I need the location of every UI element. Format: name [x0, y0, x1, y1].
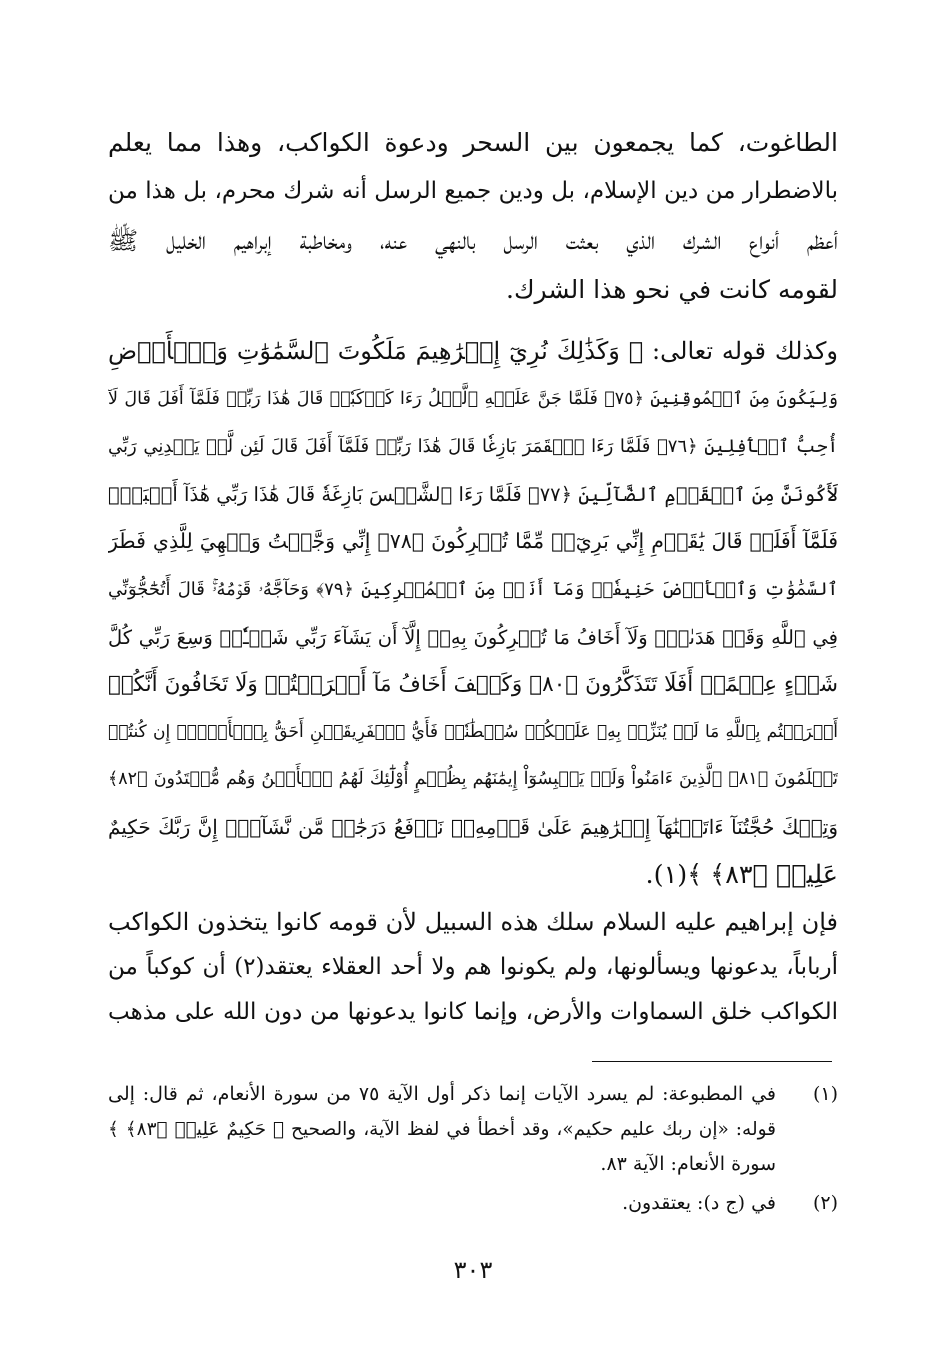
quran-line: ٱلسَّمَٰوَٰتِ وَٱلۡأَرۡضَ حَنِيفٗاۖ وَمَآ أَنَا۠ مِنَ ٱلۡمُشۡرِكِينَ ﴿٧٩﴾ وَحَآجَّهُۥ قَوۡمُهُۥۚ قَالَ أَتُحَٰٓجُّوٓنِّي	[108, 578, 838, 600]
quran-line: عَلِيمٞ ﴿٨٣﴾ ﴾(١).	[645, 859, 838, 890]
quran-line: لَأَكُونَنَّ مِنَ ٱلۡقَوۡمِ ٱلضَّآلِّينَ ﴿٧٧﴾ فَلَمَّا رَءَا ٱلشَّمۡسَ بَازِغَةٗ قَالَ هَٰذَا رَبِّي هَٰذَآ أَكۡبَرُۖ	[108, 482, 838, 506]
quran-line: وكذلك قوله تعالى: ﴿ وَكَذَٰلِكَ نُرِيٓ إِبۡرَٰهِيمَ مَلَكُوتَ ٱلسَّمَٰوَٰتِ وَٱلۡأَرۡضِ	[108, 337, 838, 365]
page-number: ٣٠٣	[453, 1256, 493, 1284]
text-line: لقومه كانت في نحو هذا الشرك.	[506, 275, 838, 304]
text-line: بالاضطرار من دين الإسلام، بل ودين جميع الرسل أنه شرك محرم، بل هذا من	[108, 178, 838, 204]
quran-line: وَتِلۡكَ حُجَّتُنَآ ءَاتَيۡنَٰهَآ إِبۡرَٰهِيمَ عَلَىٰ قَوۡمِهِۦۚ نَرۡفَعُ دَرَجَٰتٖ مَّن نَّشَآءُۗ إِنَّ رَبَّكَ حَكِيمٌ	[108, 814, 838, 839]
quran-line: تَعۡلَمُونَ ﴿٨١﴾ ٱلَّذِينَ ءَامَنُواْ وَلَمۡ يَلۡبِسُوٓاْ إِيمَٰنَهُم بِظُلۡمٍ أُوْلَٰٓئِكَ لَهُمُ ٱلۡأَمۡنُ وَهُم مُّهۡتَدُونَ ﴿٨٢﴾	[108, 769, 838, 790]
paragraph-ibrahim-explanation	[108, 900, 838, 1035]
footnote-line: في المطبوعة: لم يسرد الآيات إنما ذكر أول الآية ٧٥ من سورة الأنعام، ثم قال: إلى	[108, 1083, 776, 1105]
quran-line: وَلِيَكُونَ مِنَ ٱلۡمُوقِنِينَ ﴿٧٥﴾ فَلَمَّا جَنَّ عَلَيۡهِ ٱلَّيۡلُ رَءَا كَوۡكَبٗاۖ قَالَ هَٰذَا رَبِّيۖ فَلَمَّآ أَفَلَ قَالَ لَآ	[108, 388, 838, 409]
footnote-1	[108, 1077, 838, 1182]
quran-line: أُحِبُّ ٱلۡأٓفِلِينَ ﴿٧٦﴾ فَلَمَّا رَءَا ٱلۡقَمَرَ بَازِغٗا قَالَ هَٰذَا رَبِّيۖ فَلَمَّآ أَفَلَ قَالَ لَئِن لَّمۡ يَهۡدِنِي رَبِّي	[108, 436, 838, 458]
footnote-line: في (ج د): يعتقدون.	[622, 1192, 776, 1214]
quran-line: شَيۡءٍ عِلۡمًاۚ أَفَلَا تَتَذَكَّرُونَ ﴿٨٠﴾ وَكَيۡفَ أَخَافُ مَآ أَشۡرَكۡتُمۡ وَلَا تَخَافُونَ أَنَّكُمۡ	[108, 672, 838, 698]
text-line: أرباباً، يدعونها ويسألونها، ولم يكونوا هم ولا أحد العقلاء يعتقد(٢) أن كوكباً من	[108, 954, 838, 980]
footnote-line: قوله: «إن ربك عليم حكيم»، وقد أخطأ في لفظ الآية، والصحيح ﴿ حَكِيمٌ عَلِيمٞ ﴿٨٣﴾ ﴾	[108, 1119, 776, 1140]
footnote-marker: (٢)	[812, 1192, 838, 1214]
text-line: أعظم أنواع الشرك الذي بعثت الرسل بالنهي عنه، ومخاطبة إبراهيم الخليل ﷺ	[108, 226, 838, 255]
footnote-line: سورة الأنعام: الآية ٨٣.	[600, 1153, 776, 1175]
text-line: فإن إبراهيم عليه السلام سلك هذه السبيل لأن قومه كانوا يتخذون الكواكب	[108, 908, 838, 936]
quran-line: فَلَمَّآ أَفَلَتۡ قَالَ يَٰقَوۡمِ إِنِّي بَرِيٓءٞ مِّمَّا تُشۡرِكُونَ ﴿٧٨﴾ إِنِّي وَجَّهۡتُ وَجۡهِيَ لِلَّذِي فَطَرَ	[108, 529, 838, 554]
footnote-separator	[592, 1061, 832, 1062]
footnote-2	[108, 1186, 838, 1221]
quran-line: أَشۡرَكۡتُم بِٱللَّهِ مَا لَمۡ يُنَزِّلۡ بِهِۦ عَلَيۡكُمۡ سُلۡطَٰنٗاۚ فَأَيُّ ٱلۡفَرِيقَيۡنِ أَحَقُّ بِٱلۡأَمۡنِۖ إِن كُنتُمۡ	[108, 721, 838, 742]
footnote-marker: (١)	[812, 1083, 838, 1105]
text-line: الطاغوت، كما يجمعون بين السحر ودعوة الكواكب، وهذا مما يعلم	[108, 128, 838, 157]
quran-line: فِي ٱللَّهِ وَقَدۡ هَدَىٰنِۚ وَلَآ أَخَافُ مَا تُشۡرِكُونَ بِهِۦٓ إِلَّآ أَن يَشَآءَ رَبِّي شَيۡـٔٗاۚ وَسِعَ رَبِّي كُلَّ	[108, 625, 838, 649]
text-line: الكواكب خلق السماوات والأرض، وإنما كانوا يدعونها من دون الله على مذهب	[108, 999, 838, 1025]
quran-quotation	[108, 328, 838, 899]
paragraph-shirk-intro	[108, 118, 838, 314]
